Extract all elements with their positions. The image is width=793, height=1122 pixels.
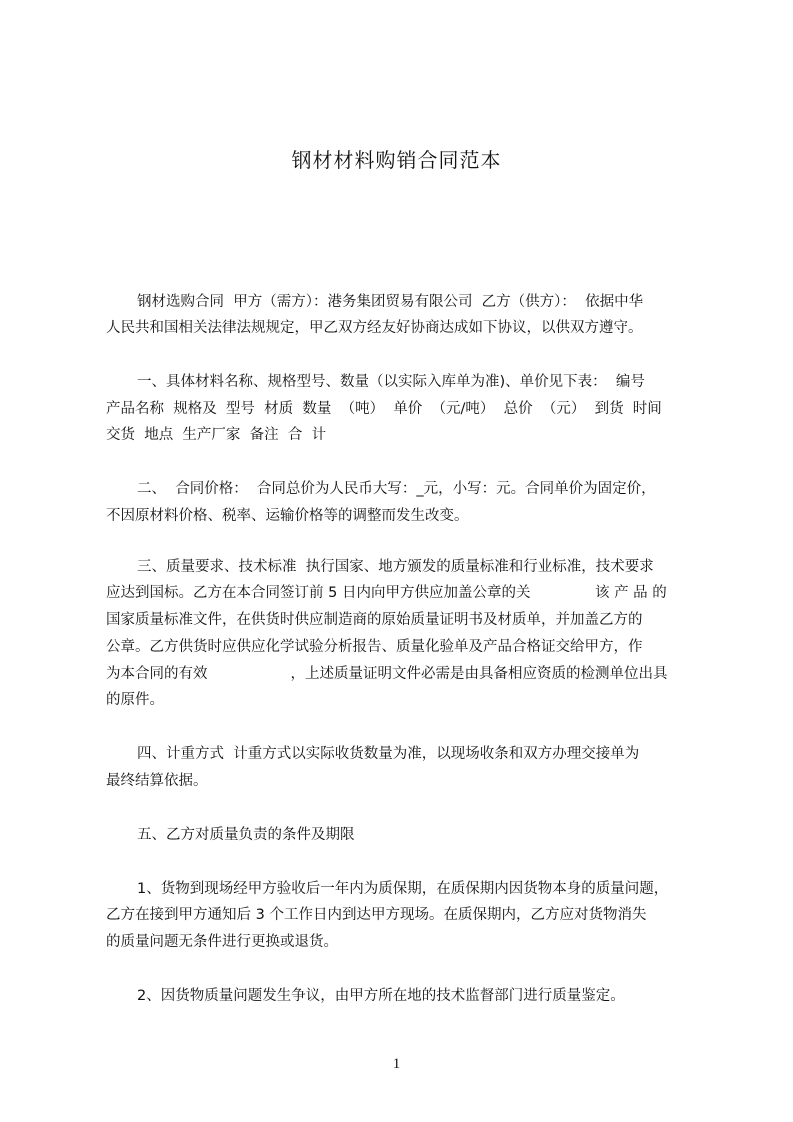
paragraph-line: 的质量问题无条件进行更换或退货。 bbox=[106, 934, 338, 950]
paragraph-line: 不因原材料价格、税率、运输价格等的调整而发生改变。 bbox=[106, 508, 469, 524]
paragraph-line: 乙方在接到甲方通知后 3 个工作日内到达甲方现场。在质保期内，乙方应对货物消失 bbox=[106, 907, 647, 923]
paragraph-line: 产品名称 规格及 型号 材质 数量 （吨） 单价 （元/吨） 总价 （元） 到货 时间 bbox=[106, 401, 662, 417]
paragraph-line: 为本合同的有效 ，上述质量证明文件必需是由具备相应资质的检测单位出具 bbox=[106, 666, 668, 682]
paragraph-line: 国家质量标准文件，在供货时供应制造商的原始质量证明书及材质单，并加盖乙方的 bbox=[106, 612, 643, 628]
paragraph-line: 交货 地点 生产厂家 备注 合 计 bbox=[106, 427, 327, 443]
paragraph-line: 三、质量要求、技术标准 执行国家、地方颁发的质量标准和行业标准，技术要求 bbox=[137, 559, 654, 575]
section-heading: 五、乙方对质量负责的条件及期限 bbox=[137, 827, 355, 843]
paragraph-line: 1、货物到现场经甲方验收后一年内为质保期，在质保期内因货物本身的质量问题， bbox=[137, 881, 669, 897]
paragraph-line: 二、 合同价格： 合同总价为人民币大写：_元，小写：元。合同单价为固定价， bbox=[137, 481, 656, 497]
paragraph-line: 的原件。 bbox=[106, 692, 164, 708]
paragraph-line: 2、因货物质量问题发生争议，由甲方所在地的技术监督部门进行质量鉴定。 bbox=[137, 988, 625, 1004]
paragraph-line: 最终结算依据。 bbox=[106, 773, 208, 789]
paragraph-line: 公章。乙方供货时应供应化学试验分析报告、质量化验单及产品合格证交给甲方，作 bbox=[106, 639, 643, 655]
paragraph-line: 四、计重方式 计重方式以实际收货数量为准，以现场收条和双方办理交接单为 bbox=[137, 746, 640, 762]
paragraph-line: 应达到国标。乙方在本合同签订前 5 日内向甲方供应加盖公章的关 该 产 品 的 bbox=[106, 585, 667, 601]
page-number: 1 bbox=[392, 1056, 401, 1072]
document-title: 钢材材料购销合同范本 bbox=[291, 148, 502, 172]
paragraph-line: 人民共和国相关法律法规规定，甲乙双方经友好协商达成如下协议，以供双方遵守。 bbox=[106, 320, 643, 336]
paragraph-line: 一、具体材料名称、规格型号、数量（以实际入库单为准)、单价见下表： 编号 bbox=[137, 374, 645, 390]
paragraph-line: 钢材选购合同 甲方（需方）：港务集团贸易有限公司 乙方（供方）： 依据中华 bbox=[137, 294, 644, 310]
